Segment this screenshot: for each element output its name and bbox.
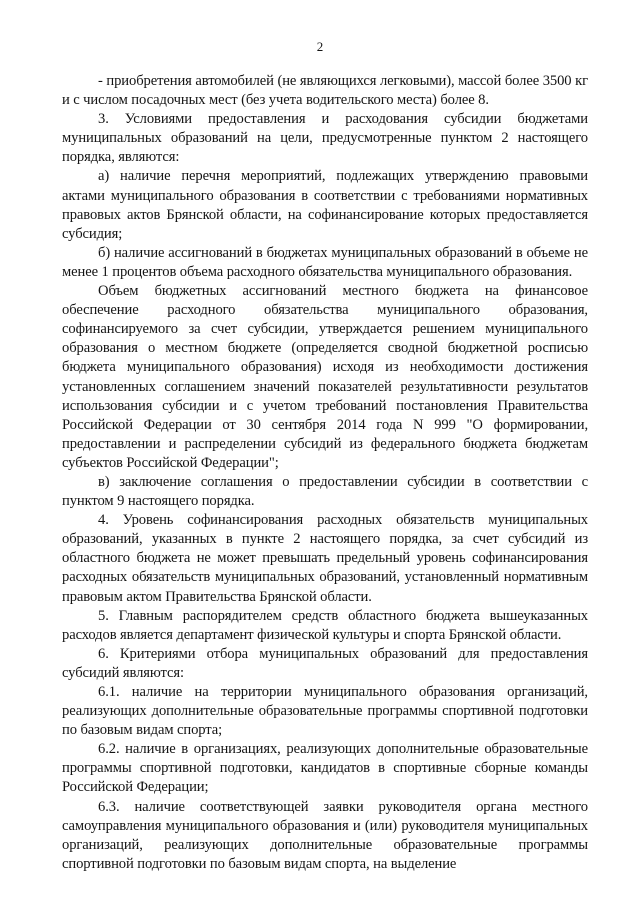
paragraph-item-5: 5. Главным распорядителем средств областного бюджета вышеуказанных расходов является департамент физической культуры и спорта Брянской области.	[62, 607, 588, 643]
paragraph-item-3: 3. Условиями предоставления и расходования субсидии бюджетами муниципальных образований на цели, предусмотренные пунктом 2 настоящего порядка, являются:	[62, 111, 588, 166]
paragraph-item-3a: а) наличие перечня мероприятий, подлежащих утверждению правовыми актами муниципального образования в соответствии с требованиями нормативных правовых актов Брянской области, на софинансирование которых предоставляется субсидия;	[62, 168, 588, 242]
paragraph-item-6: 6. Критериями отбора муниципальных образований для предоставления субсидий являются:	[62, 645, 588, 681]
paragraph-item-3b: б) наличие ассигнований в бюджетах муниципальных образований в объеме не менее 1 процентов объема расходного обязательства муниципального образования.	[62, 244, 588, 280]
paragraph-item-6-3: 6.3. наличие соответствующей заявки руководителя органа местного самоуправления муниципального образования и (или) руководителя муниципальных организаций, реализующих дополнительные образовательные программы спортивной подготовки по базовым видам спорта, на выделение	[62, 798, 588, 872]
document-body	[62, 72, 588, 874]
paragraph-item-6-2: 6.2. наличие в организациях, реализующих дополнительные образовательные программы спортивной подготовки, кандидатов в спортивные сборные команды Российской Федерации;	[62, 741, 588, 796]
paragraph-item-3v: в) заключение соглашения о предоставлении субсидии в соответствии с пунктом 9 настоящего порядка.	[62, 473, 588, 510]
paragraph-item-6-1: 6.1. наличие на территории муниципального образования организаций, реализующих дополнительные образовательные программы спортивной подготовки по базовым видам спорта;	[62, 684, 588, 739]
paragraph-item-4: 4. Уровень софинансирования расходных обязательств муниципальных образований, указанных в пункте 2 настоящего порядка, за счет субсидий из областного бюджета не может превышать предельный уровень софинансирования расходных обязательств муниципальных образований, установленный нормативным правовым актом Правительства Брянской области.	[62, 512, 588, 605]
page-number: 2	[316, 39, 324, 54]
paragraph-vehicles: - приобретения автомобилей (не являющихся легковыми), массой более 3500 кг и с числом посадочных мест (без учета водительского места) более 8.	[62, 73, 588, 109]
paragraph-budget-volume: Объем бюджетных ассигнований местного бюджета на финансовое обеспечение расходного обязательства муниципального образования, софинансируемого за счет субсидии, утверждается решением муниципального образования о местном бюджете (определяется сводной бюджетной росписью бюджета муниципального образования) исходя из необходимости достижения установленных соглашением значений показателей результативности результатов использования субсидии и с учетом требований постановления Правительства Российской Федерации от 30 сентября 2014 года N 999 "О формировании, предоставлении и распределении субсидий из федерального бюджета бюджетам субъектов Российской Федерации";	[62, 283, 588, 471]
